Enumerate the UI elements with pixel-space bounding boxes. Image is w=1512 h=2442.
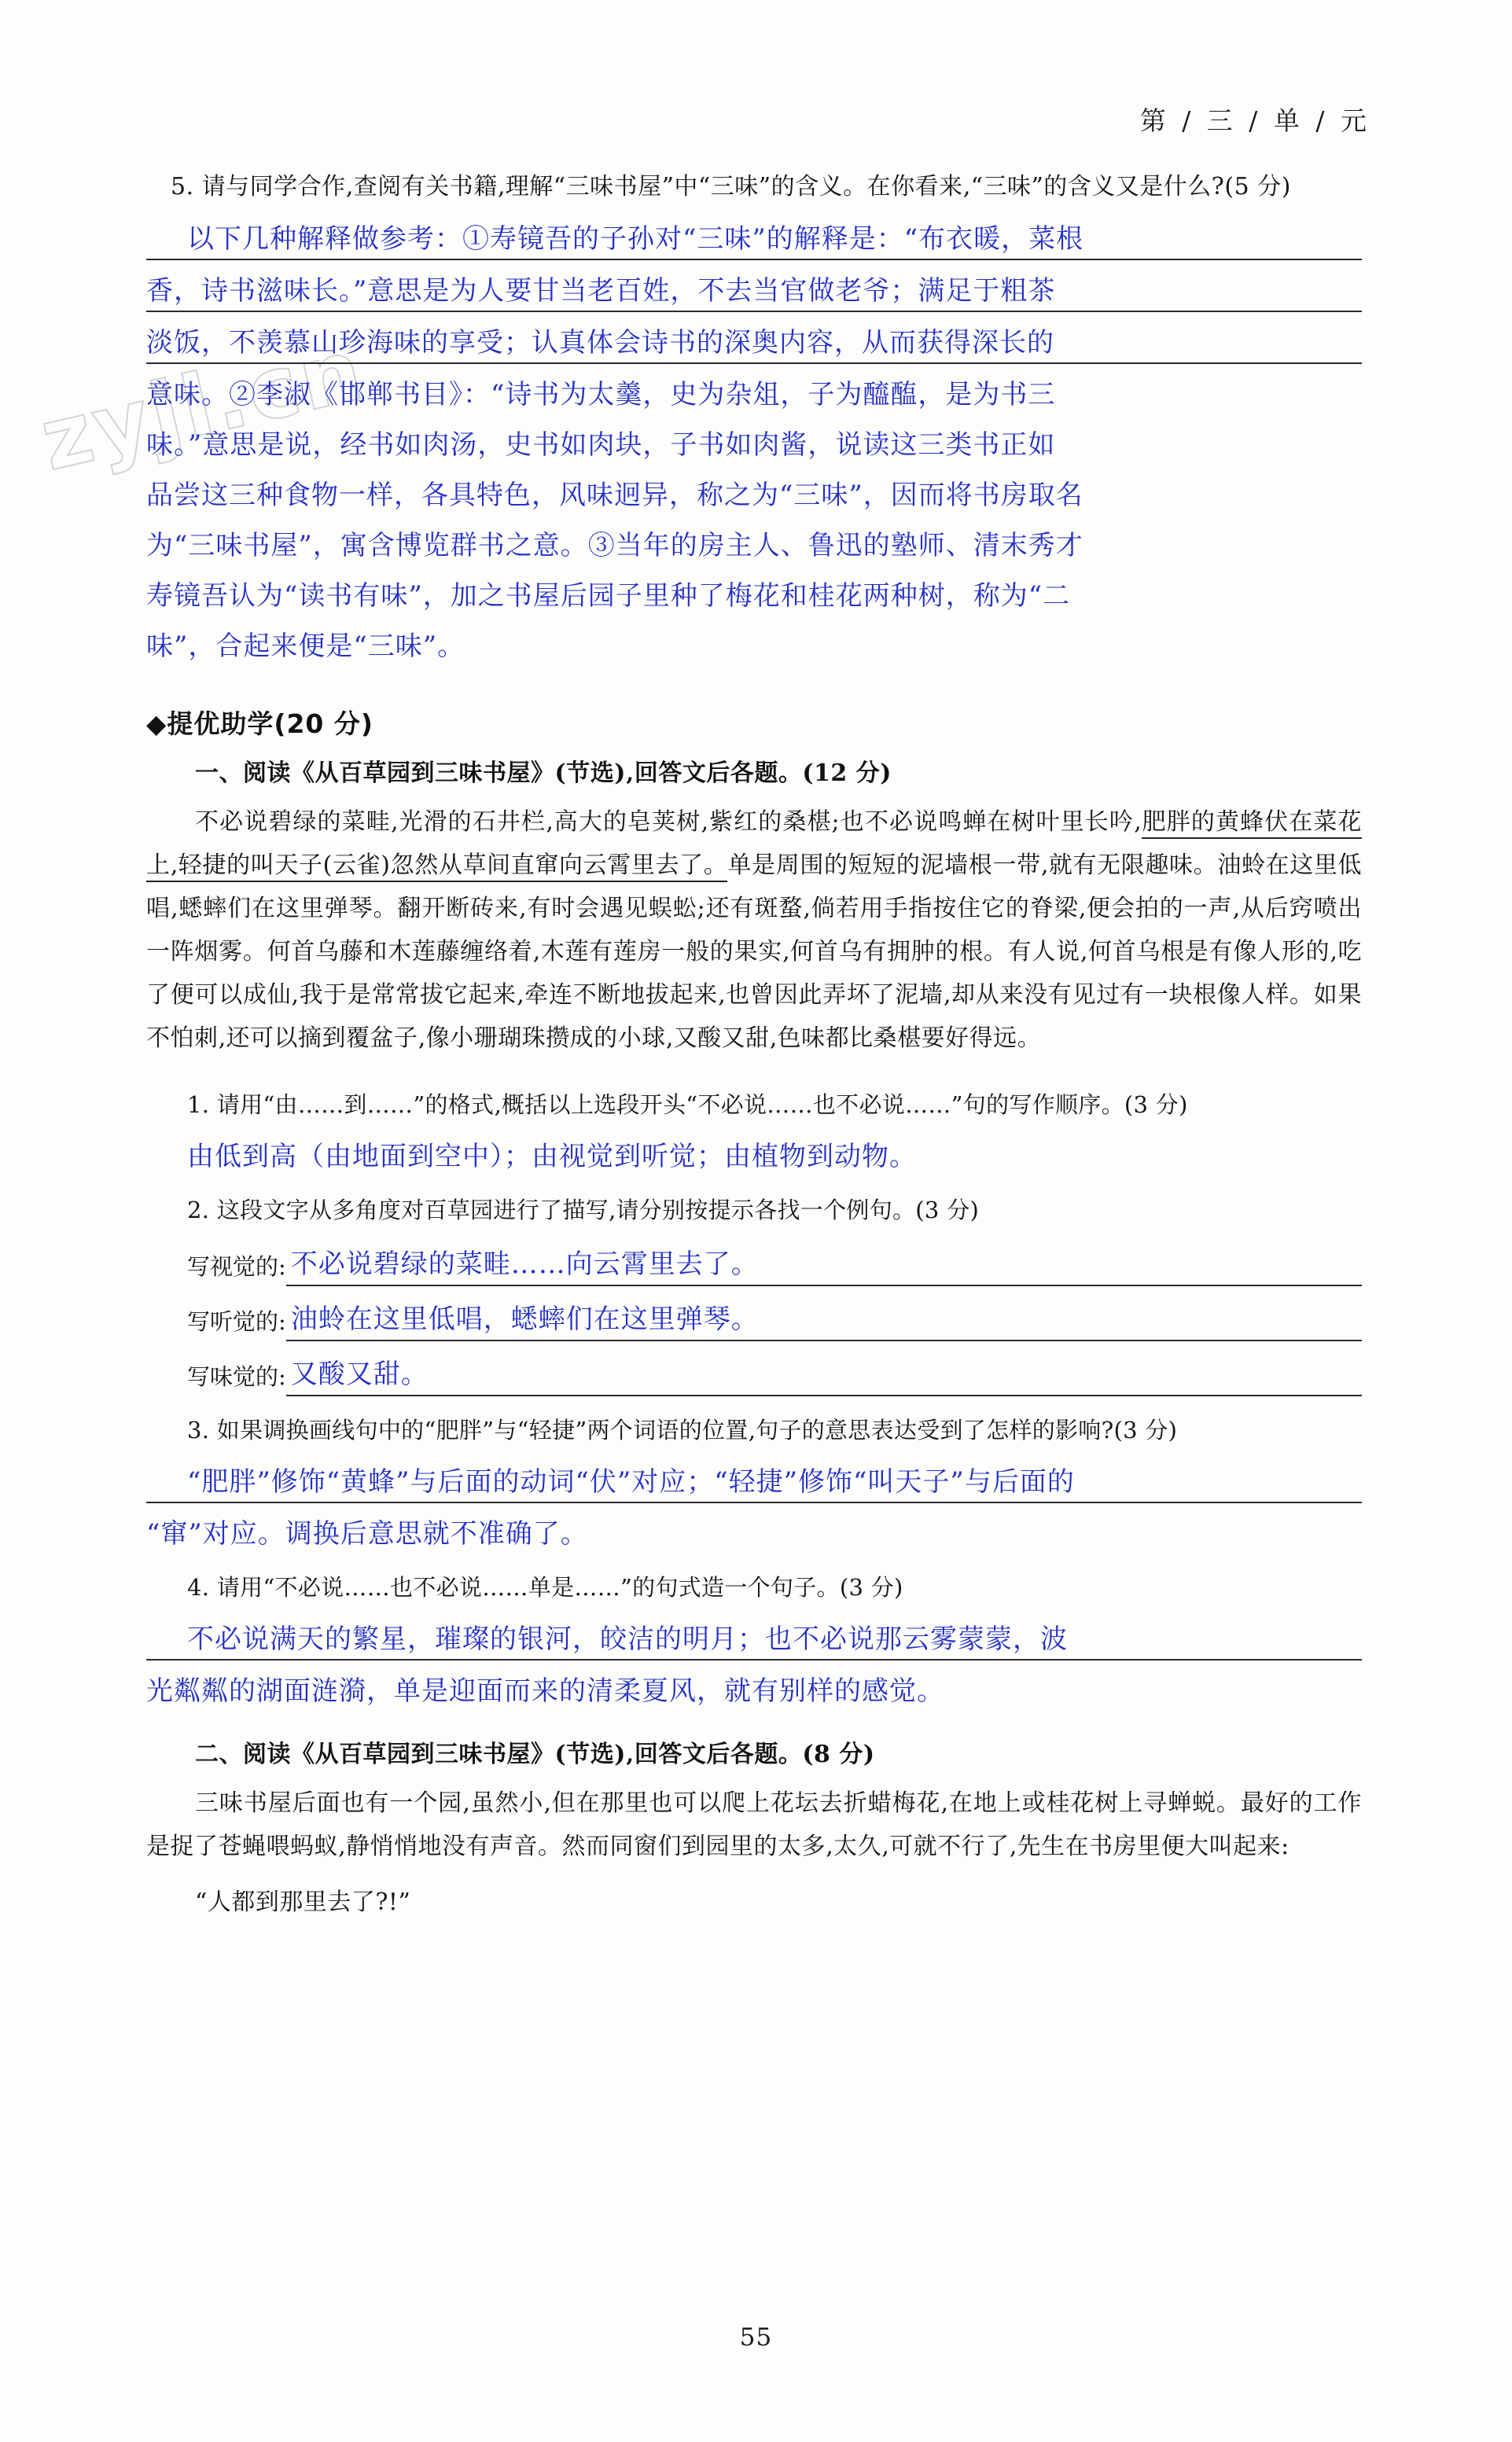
answer-text: 味”，合起来便是“三味”。 (146, 631, 465, 662)
question-2-row-auditory (187, 1286, 1362, 1341)
answer-line[interactable] (146, 364, 1362, 414)
answer-line[interactable] (286, 1230, 1362, 1286)
answer-text: 味。”意思是说，经书如肉汤，史书如肉块，子书如肉酱，说读这三类书正如 (146, 429, 1056, 461)
question-3-stem: 3. 如果调换画线句中的“肥胖”与“轻捷”两个词语的位置‚句子的意思表达受到了怎样的影响?(3 分) (187, 1417, 1178, 1444)
answer-line[interactable] (146, 515, 1362, 565)
answer-text: 意味。②李淑《邯郸书目》：“诗书为太羹，史为杂俎，子为醯醢，是为书三 (146, 379, 1056, 410)
question-1-answer (146, 1126, 1362, 1176)
passage-underlined-run: 肥胖的黄蜂伏在菜花上‚轻捷的叫天子(云雀)忽然从草间直窜向云霄里去了。 (146, 808, 1362, 882)
question-2-label-visual: 写视觉的: (187, 1253, 286, 1280)
answer-text: 淡饭，不羡慕山珍海味的享受；认真体会诗书的深奥内容，从而获得深长的 (146, 327, 1054, 359)
page-content (146, 165, 1362, 1924)
question-2-stem: 2. 这段文字从多角度对百草园进行了描写‚请分别按提示各找一个例句。(3 分) (187, 1197, 980, 1223)
answer-text: 不必说碧绿的菜畦……向云霄里去了。 (290, 1249, 759, 1280)
question-2-row-visual (187, 1231, 1362, 1286)
question-4-stem: 4. 请用“不必说……也不必说……单是……”的句式造一个句子。(3 分) (187, 1574, 903, 1601)
part-2-passage: 三味书屋后面也有一个园‚虽然小‚但在那里也可以爬上花坛去折蜡梅花‚在地上或桂花树上寻蝉蜕。最好的工作是捉了苍蝇喂蚂蚁‚静悄悄地没有声音。然而同窗们到园里的太多‚太久‚可就不行了‚先生在书房里便大叫起来: (146, 1789, 1362, 1860)
answer-line[interactable] (146, 616, 1362, 666)
answer-text: 寿镜吾认为“读书有味”，加之书屋后园子里种了梅花和桂花两种树，称为“二 (146, 580, 1071, 612)
question-1-stem: 1. 请用“由……到……”的格式‚概括以上选段开头“不必说……也不必说……”句的写作顺序。(3 分) (187, 1091, 1188, 1118)
question-2-row-taste (187, 1341, 1362, 1396)
answer-line[interactable] (286, 1285, 1362, 1341)
question-4-answer (146, 1609, 1362, 1711)
section-heading (146, 704, 1362, 741)
part-2-heading: 二、阅读《从百草园到三味书屋》(节选)‚回答文后各题。(8 分) (195, 1741, 875, 1768)
question-5-stem: 5. 请与同学合作‚查阅有关书籍‚理解“三味书屋”中“三味”的含义。在你看来‚“三味”的含义又是什么?(5 分) (171, 173, 1291, 200)
answer-line[interactable] (286, 1340, 1362, 1396)
passage-text-pre: 不必说碧绿的菜畦‚光滑的石井栏‚高大的皂荚树‚紫红的桑椹;也不必说鸣蝉在树叶里长吟‚ (195, 808, 1142, 836)
answer-line[interactable] (146, 260, 1362, 312)
question-2-label-taste: 写味觉的: (187, 1363, 286, 1390)
page-number: 55 (739, 2323, 773, 2352)
watermark: zyjl.cn (31, 320, 374, 491)
answer-text: “窜”对应。调换后意思就不准确了。 (146, 1518, 588, 1550)
section-heading-title: 提优助学(20 分) (167, 708, 373, 739)
answer-line[interactable] (146, 1126, 1362, 1176)
running-header: 第 / 三 / 单 / 元 (1139, 105, 1370, 136)
answer-line[interactable] (146, 1451, 1362, 1503)
answer-line[interactable] (146, 1609, 1362, 1660)
question-3-answer (146, 1451, 1362, 1554)
answer-line[interactable] (146, 208, 1362, 260)
answer-text: 品尝这三种食物一样，各具特色，风味迥异，称之为“三味”，因而将书房取名 (146, 480, 1083, 511)
answer-text: 为“三味书屋”，寓含博览群书之意。③当年的房主人、鲁迅的塾师、清末秀才 (146, 530, 1083, 561)
answer-text: 又酸又甜。 (290, 1359, 429, 1390)
answer-line[interactable] (146, 1503, 1362, 1554)
part-1-heading: 一、阅读《从百草园到三味书屋》(节选)‚回答文后各题。(12 分) (195, 759, 892, 787)
answer-text: 由低到高（由地面到空中）；由视觉到听觉；由植物到动物。 (187, 1141, 917, 1172)
answer-line[interactable] (146, 1660, 1362, 1711)
answer-text: 不必说满天的繁星，璀璨的银河，皎洁的明月；也不必说那云雾蒙蒙，波 (187, 1624, 1068, 1655)
answer-text: 光粼粼的湖面涟漪，单是迎面而来的清柔夏风，就有别样的感觉。 (146, 1675, 944, 1707)
answer-line[interactable] (146, 565, 1362, 616)
answer-line[interactable] (146, 465, 1362, 515)
answer-text: 香，诗书滋味长。”意思是为人要甘当老百姓，不去当官做老爷；满足于粗茶 (146, 275, 1056, 307)
answer-text: 油蛉在这里低唱，蟋蟀们在这里弹琴。 (290, 1304, 759, 1335)
passage-text-post: 单是周围的短短的泥墙根一带‚就有无限趣味。油蛉在这里低唱‚蟋蟀们在这里弹琴。翻开断砖来‚有时会遇见蜈蚣;还有斑蝥‚倘若用手指按住它的脊梁‚便会拍的一声‚从后窍喷出一阵烟雾。何首乌藤和木莲藤缠络着‚木莲有莲房一般的果实‚何首乌有拥肿的根。有人说‚何首乌根是有像人形的‚吃了便可以成仙‚我于是常常拔它起来‚牵连不断地拔起来‚也曾因此弄坏了泥墙‚却从来没有见过有一块根像人样。如果不怕刺‚还可以摘到覆盆子‚像小珊瑚珠攒成的小球‚又酸又甜‚色味都比桑椹要好得远。 (146, 851, 1362, 1052)
part-1-passage (146, 800, 1362, 1060)
part-2-quote: “人都到那里去了?!” (195, 1889, 411, 1916)
answer-text: “肥胖”修饰“黄蜂”与后面的动词“伏”对应；“轻捷”修饰“叫天子”与后面的 (187, 1466, 1075, 1498)
diamond-bullet-icon: ◆ (146, 708, 167, 739)
question-5-answer (146, 208, 1362, 666)
question-2-label-auditory: 写听觉的: (187, 1308, 286, 1335)
answer-text: 以下几种解释做参考：①寿镜吾的子孙对“三味”的解释是：“布衣暖，菜根 (187, 223, 1084, 255)
answer-line[interactable] (146, 414, 1362, 465)
answer-line[interactable] (146, 312, 1362, 364)
